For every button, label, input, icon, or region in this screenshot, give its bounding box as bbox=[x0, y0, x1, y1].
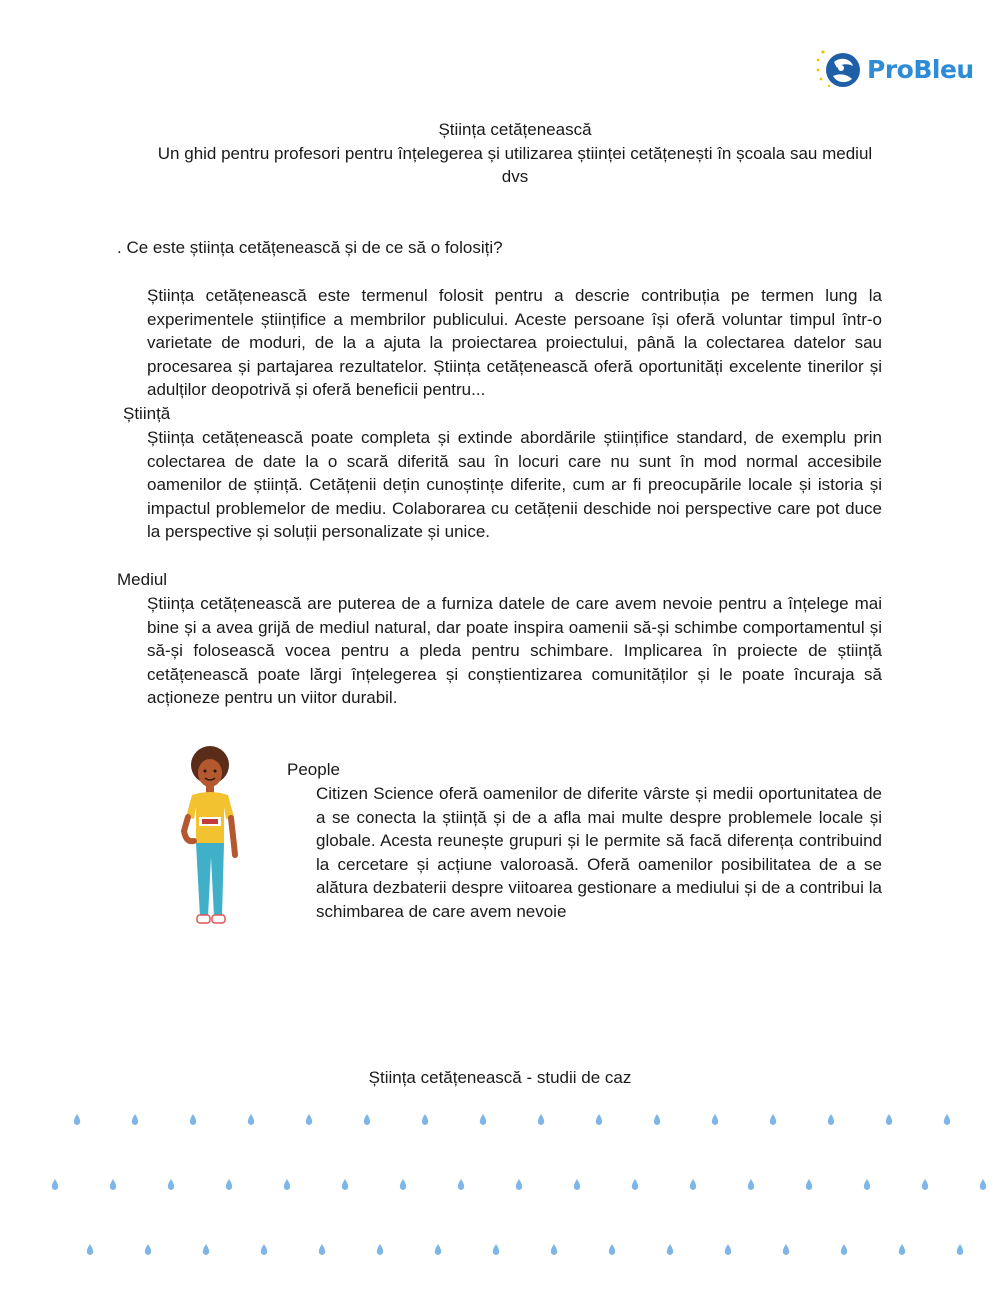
drop-icon bbox=[306, 1114, 312, 1125]
drop-icon bbox=[480, 1114, 486, 1125]
document-title-block bbox=[100, 118, 930, 189]
people-paragraph: Citizen Science oferă oamenilor de diferite vârste și medii oportunitatea de a se conecta la știință și de a afla mai multe despre problemele locale și globale. Acesta reunește grupuri și le permite să facă diferența contribuind la cercetare și acțiune valoroasă. Oferă oamenilor posibilitatea de a se alătura dezbaterii despre viitoarea gestionare a mediului și de a contribui la schimbarea de care avem nevoie bbox=[316, 784, 882, 921]
drop-icon bbox=[74, 1114, 80, 1125]
drop-icon bbox=[435, 1244, 441, 1255]
decorative-drops-pattern bbox=[0, 1100, 1000, 1294]
drop-icon bbox=[52, 1179, 58, 1190]
drop-icon bbox=[226, 1179, 232, 1190]
probleu-emblem-icon bbox=[815, 46, 863, 94]
drop-icon bbox=[783, 1244, 789, 1255]
drop-icon bbox=[864, 1179, 870, 1190]
drop-icon bbox=[957, 1244, 963, 1255]
document-subtitle-line2: dvs bbox=[501, 167, 529, 187]
drop-icon bbox=[690, 1179, 696, 1190]
drop-icon bbox=[712, 1114, 718, 1125]
environment-heading: Mediul bbox=[117, 570, 168, 589]
drop-icon bbox=[725, 1244, 731, 1255]
drop-icon bbox=[168, 1179, 174, 1190]
drop-icon bbox=[654, 1114, 660, 1125]
person-illustration bbox=[180, 745, 250, 930]
drop-icon bbox=[574, 1179, 580, 1190]
environment-paragraph: Știința cetățenească are puterea de a furniza datele de care avem nevoie pentru a înțelege mai bine și a avea grijă de mediul natural, dar poate inspira oamenii să-și schimbe comportamentul și să-și folosească vocea pentru a pleda pentru schimbare. Implicarea în proiecte de știință cetățenească poate lărgi înțelegerea și conștientizarea comunităților și le poate încuraja să acționeze pentru un viitor durabil. bbox=[147, 594, 882, 708]
drop-icon bbox=[551, 1244, 557, 1255]
drop-icon bbox=[458, 1179, 464, 1190]
drop-icon bbox=[377, 1244, 383, 1255]
drop-icon bbox=[899, 1244, 905, 1255]
science-heading: Știință bbox=[123, 404, 171, 423]
drop-icon bbox=[342, 1179, 348, 1190]
drop-icon bbox=[400, 1179, 406, 1190]
drop-icon bbox=[248, 1114, 254, 1125]
drop-icon bbox=[841, 1244, 847, 1255]
drop-icon bbox=[132, 1114, 138, 1125]
drop-icon bbox=[980, 1179, 986, 1190]
drop-icon bbox=[261, 1244, 267, 1255]
drop-icon bbox=[145, 1244, 151, 1255]
drop-icon bbox=[319, 1244, 325, 1255]
drop-icon bbox=[422, 1114, 428, 1125]
drop-icon bbox=[828, 1114, 834, 1125]
drop-icon bbox=[770, 1114, 776, 1125]
drop-icon bbox=[203, 1244, 209, 1255]
drop-icon bbox=[110, 1179, 116, 1190]
drop-icon bbox=[667, 1244, 673, 1255]
drop-icon bbox=[632, 1179, 638, 1190]
people-heading: People bbox=[287, 760, 340, 779]
intro-paragraph: Știința cetățenească este termenul folosit pentru a descrie contribuția pe termen lung la experimentele științifice a membrilor publicului. Aceste persoane își oferă voluntar timpul într-o varietate de moduri, de la a ajuta la proiectarea proiectului, până la colectarea datelor sau procesarea și partajarea rezultatelor. Știința cetățenească oferă oportunități excelente tinerilor și adulților deopotrivă și oferă beneficii pentru... bbox=[147, 286, 882, 400]
drop-icon bbox=[538, 1114, 544, 1125]
drop-icon bbox=[944, 1114, 950, 1125]
drop-icon bbox=[516, 1179, 522, 1190]
drop-icon bbox=[364, 1114, 370, 1125]
drop-icon bbox=[609, 1244, 615, 1255]
person-illustration-icon bbox=[180, 745, 250, 930]
drop-icon bbox=[748, 1179, 754, 1190]
drop-icon bbox=[87, 1244, 93, 1255]
science-paragraph: Știința cetățenească poate completa și extinde abordările științifice standard, de exemplu prin colectarea de date la o scară diferită sau în locuri care nu sunt în mod normal accesibile oamenilor de știință. Cetățenii dețin cunoștințe diferite, cum ar fi preocupările locale și istoria și impactul problemelor de mediu. Colaborarea cu cetățenii deschide noi perspective care pot duce la perspective și soluții personalizate și unice. bbox=[147, 428, 882, 542]
probleu-logo bbox=[815, 46, 975, 94]
drop-icon bbox=[284, 1179, 290, 1190]
brand-name: ProBleu bbox=[867, 55, 974, 85]
drop-icon bbox=[886, 1114, 892, 1125]
document-subtitle-line1: Un ghid pentru profesori pentru înțelegerea și utilizarea științei cetățenești în școala sau mediul bbox=[157, 143, 873, 163]
footer-title: Știința cetățenească - studii de caz bbox=[368, 1068, 632, 1087]
drop-icon bbox=[806, 1179, 812, 1190]
document-title: Știința cetățenească bbox=[438, 120, 592, 139]
drop-icon bbox=[596, 1114, 602, 1125]
drop-icon bbox=[493, 1244, 499, 1255]
drop-icon bbox=[922, 1179, 928, 1190]
drop-icon bbox=[190, 1114, 196, 1125]
section-question-heading: . Ce este știința cetățenească și de ce să o folosiți? bbox=[117, 238, 503, 257]
